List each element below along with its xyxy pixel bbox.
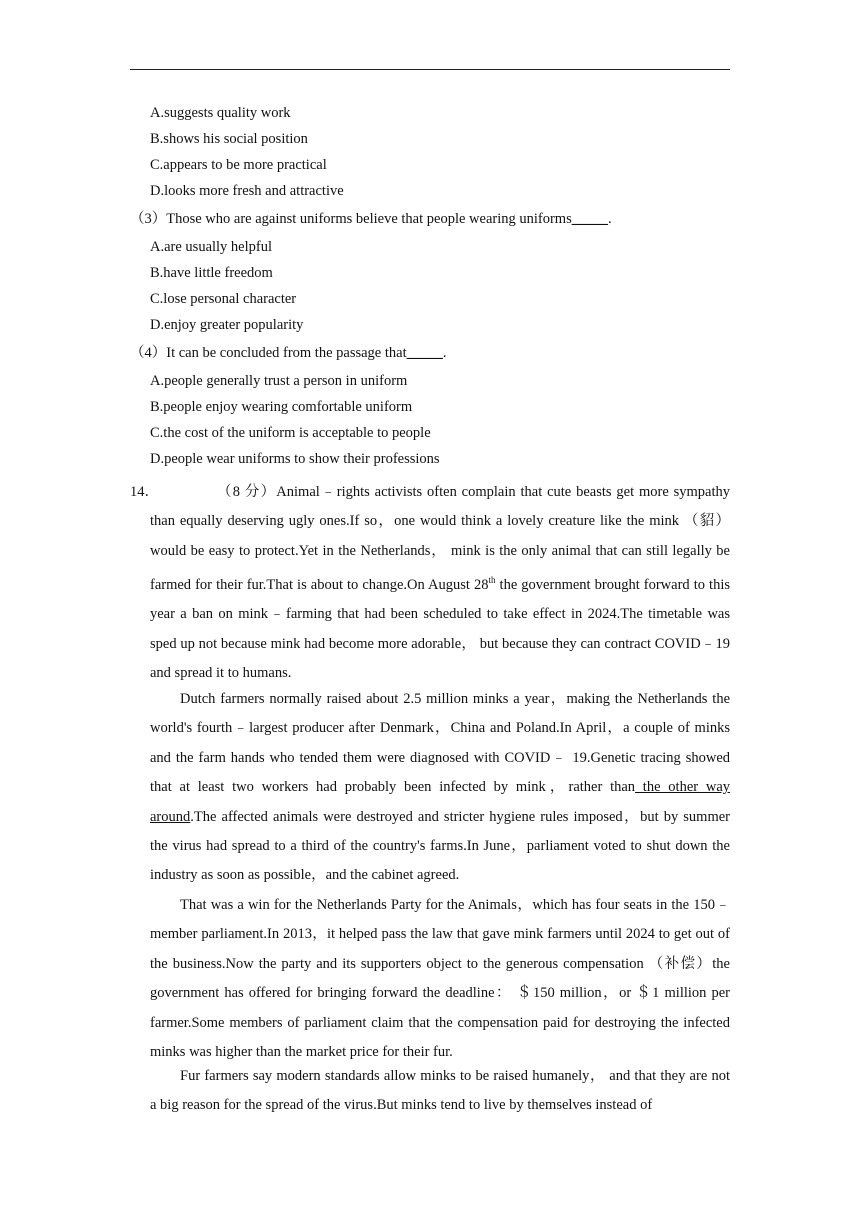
q3-blank: _____: [571, 211, 608, 227]
q2-option-b: B.shows his social position: [150, 131, 308, 147]
q2-option-c: C.appears to be more practical: [150, 157, 327, 173]
q3-option-d: D.enjoy greater popularity: [150, 317, 304, 333]
header-rule: [130, 69, 730, 70]
q4-option-a: A.people generally trust a person in uniform: [150, 373, 408, 389]
q4-option-c: C.the cost of the uniform is acceptable to people: [150, 425, 431, 441]
underlined-phrase: the other way around: [150, 779, 731, 825]
q4-stem: （4）It can be concluded from the passage that_____.: [130, 345, 447, 361]
q14-paragraph-2: Dutch farmers normally raised about 2.5 million minks a year，making the Netherlands the world's fourth﹣largest producer after Denmark，China and Poland.In April，a couple of minks and the farm hands who tended them were diagnosed with COVID﹣ 19.Genetic tracing showed that at least two workers had probably been infected by mink，rather than the other way around.The affected animals were destroyed and stricter hygiene rules imposed，but by summer the virus had spread to a third of the country's farms.In June，parliament voted to shut down the industry as soon as possible，and the cabinet agreed.: [150, 691, 731, 884]
ordinal-suffix: th: [488, 575, 496, 586]
q4-option-d: D.people wear uniforms to show their professions: [150, 451, 440, 467]
q14-number: 14．: [130, 484, 159, 500]
q4-option-b: B.people enjoy wearing comfortable uniform: [150, 399, 413, 415]
q3-option-a: A.are usually helpful: [150, 239, 273, 255]
q2-option-a: A.suggests quality work: [150, 105, 291, 121]
q3-option-b: B.have little freedom: [150, 265, 273, 281]
q3-option-c: C.lose personal character: [150, 291, 297, 307]
q14-paragraph-4: Fur farmers say modern standards allow minks to be raised humanely， and that they are not a big reason for the spread of the virus.But minks tend to live by themselves instead of: [150, 1068, 730, 1114]
q4-blank: _____: [406, 345, 443, 361]
q3-stem: （3）Those who are against uniforms believe that people wearing uniforms_____.: [130, 211, 612, 227]
q14-paragraph-1: （8 分）Animal﹣rights activists often complain that cute beasts get more sympathy than equally deserving ugly ones.If so，one would think a lovely creature like the mink （貂）would be easy to protect.Yet in the Netherlands， mink is the only animal that can still legally be farmed for their fur.That is about to change.On August 28th the government brought forward to this year a ban on mink﹣farming that had been scheduled to take effect in 2024.The timetable was sped up not because mink had become more adorable， but because they can contract COVID﹣19 and spread it to humans.: [150, 484, 730, 682]
q14-paragraph-3: That was a win for the Netherlands Party for the Animals，which has four seats in the 150﹣member parliament.In 2013，it helped pass the law that gave mink farmers until 2024 to get out of the business.Now the party and its supporters object to the generous compensation （补偿）the government has offered for bringing forward the deadline： ＄150 million，or ＄1 million per farmer.Some members of parliament claim that the compensation paid for destroying the infected minks was higher than the market price for their fur.: [150, 897, 730, 1061]
q2-option-d: D.looks more fresh and attractive: [150, 183, 344, 199]
